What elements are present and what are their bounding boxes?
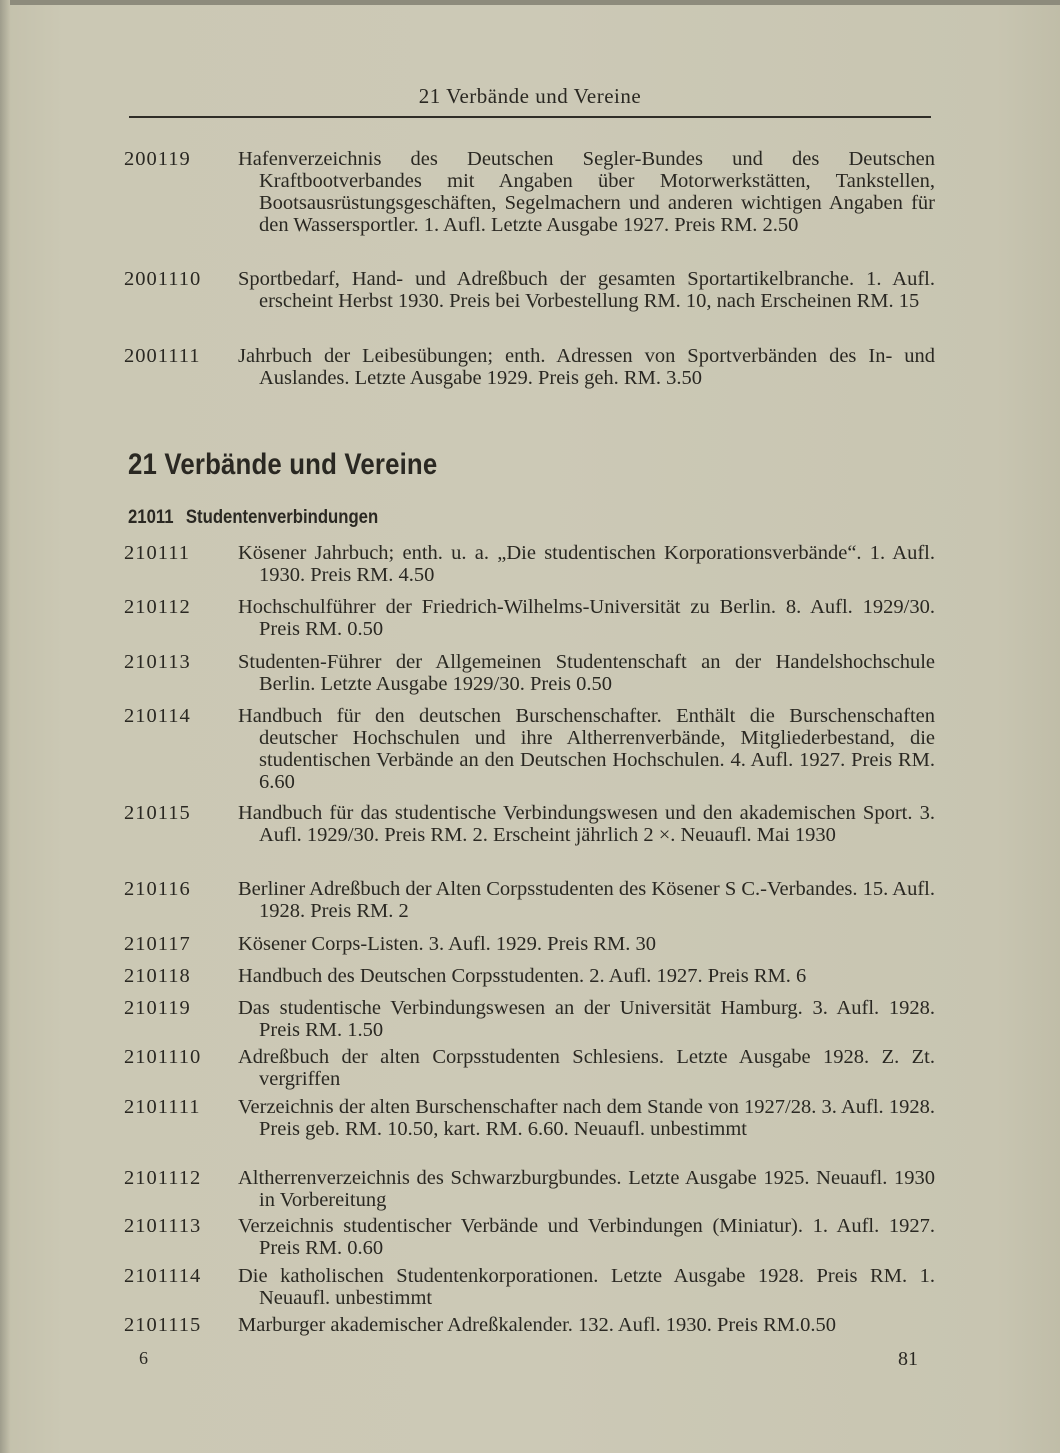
entry-text: Kösener Jahrbuch; enth. u. a. „Die studentischen Korporationsverbände“. 1. Aufl. 1930. Preis RM. 4.50 [238, 542, 935, 586]
entry-text: Handbuch des Deutschen Corpsstudenten. 2. Aufl. 1927. Preis RM. 6 [238, 965, 807, 987]
entry-number: 210116 [124, 878, 191, 900]
entry-number: 210117 [124, 933, 191, 955]
entry-number: 210118 [124, 965, 191, 987]
entry-number: 2101110 [124, 1046, 202, 1068]
entry-number: 210112 [124, 596, 191, 618]
entry [120, 651, 935, 695]
entry [120, 1046, 935, 1090]
entry-number: 200119 [124, 148, 191, 170]
header-rule [129, 116, 931, 118]
entry-number: 2001110 [124, 268, 202, 290]
entry [120, 933, 935, 955]
entry-text: Berliner Adreßbuch der Alten Corpsstudenten des Kösener S C.-Verbandes. 15. Aufl. 1928. Preis RM. 2 [238, 878, 935, 922]
signature-mark: 6 [139, 1348, 148, 1368]
page-top-edge [0, 0, 1060, 5]
entry [120, 345, 935, 389]
entry-text: Verzeichnis studentischer Verbände und Verbindungen (Miniatur). 1. Aufl. 1927. Preis RM. 0.60 [238, 1215, 935, 1259]
entry [120, 1167, 935, 1211]
subsection-title: Studentenverbindungen [185, 507, 379, 528]
entry [120, 542, 935, 586]
entry-text: Jahrbuch der Leibesübungen; enth. Adressen von Sportverbänden des In- und Auslandes. Letzte Ausgabe 1929. Preis geh. RM. 3.50 [238, 345, 935, 389]
entry [120, 878, 935, 922]
entry [120, 1265, 935, 1309]
entry [120, 705, 935, 793]
subsection-heading [128, 507, 378, 529]
entry [120, 148, 935, 236]
entry-number: 2001111 [124, 345, 201, 367]
entry-text: Sportbedarf, Hand- und Adreßbuch der gesamten Sportartikelbranche. 1. Aufl. erscheint Herbst 1930. Preis bei Vorbestellung RM. 10, nach Erscheinen RM. 15 [238, 268, 935, 312]
entry [120, 1096, 935, 1140]
entry [120, 1215, 935, 1259]
entry-text: Hafenverzeichnis des Deutschen Segler-Bundes und des Deutschen Kraftbootverbandes mit Angaben über Motorwerkstätten, Tankstellen, Bootsausrüstungsgeschäften, Segelmachern und anderen wichtigen Angaben für den Wassersportler. 1. Aufl. Letzte Ausgabe 1927. Preis RM. 2.50 [238, 148, 935, 236]
entry-text: Studenten-Führer der Allgemeinen Studentenschaft an der Handelshochschule Berlin. Letzte Ausgabe 1929/30. Preis 0.50 [238, 651, 935, 695]
entry-text: Die katholischen Studentenkorporationen. Letzte Ausgabe 1928. Preis RM. 1. Neuaufl. unbestimmt [238, 1265, 935, 1309]
page-number: 81 [898, 1348, 918, 1370]
subsection-code: 21011 [128, 507, 174, 528]
entry-text: Das studentische Verbindungswesen an der Universität Hamburg. 3. Aufl. 1928. Preis RM. 1.50 [238, 997, 935, 1041]
entry-number: 210115 [124, 802, 191, 824]
section-title: 21 Verbände und Vereine [128, 448, 438, 481]
entry-text: Altherrenverzeichnis des Schwarzburgbundes. Letzte Ausgabe 1925. Neuaufl. 1930 in Vorbereitung [238, 1167, 935, 1211]
entry-number: 210113 [124, 651, 191, 673]
entry-number: 2101111 [124, 1096, 201, 1118]
entry [120, 965, 935, 987]
entry [120, 802, 935, 846]
entry-text: Handbuch für das studentische Verbindungswesen und den akademischen Sport. 3. Aufl. 1929/30. Preis RM. 2. Erscheint jährlich 2 ×. Neuaufl. Mai 1930 [238, 802, 935, 846]
page-left-edge [0, 0, 10, 1453]
entry-text: Verzeichnis der alten Burschenschafter nach dem Stande von 1927/28. 3. Aufl. 1928. Preis geb. RM. 10.50, kart. RM. 6.60. Neuaufl. unbestimmt [238, 1096, 935, 1140]
entry [120, 596, 935, 640]
entry-text: Kösener Corps-Listen. 3. Aufl. 1929. Preis RM. 30 [238, 933, 656, 955]
entry-number: 210111 [124, 542, 190, 564]
entry-number: 2101115 [124, 1314, 202, 1336]
entry-text: Hochschulführer der Friedrich-Wilhelms-Universität zu Berlin. 8. Aufl. 1929/30. Preis RM. 0.50 [238, 596, 935, 640]
entry [120, 997, 935, 1041]
entry-text: Marburger akademischer Adreßkalender. 132. Aufl. 1930. Preis RM.0.50 [238, 1314, 836, 1336]
entry-number: 210119 [124, 997, 191, 1019]
running-head: 21 Verbände und Vereine [418, 84, 642, 108]
entry-text: Adreßbuch der alten Corpsstudenten Schlesiens. Letzte Ausgabe 1928. Z. Zt. vergriffen [238, 1046, 935, 1090]
entry-number: 2101113 [124, 1215, 202, 1237]
entry-text: Handbuch für den deutschen Burschenschafter. Enthält die Burschenschaften deutscher Hochschulen und ihre Altherrenverbände, Mitgliederbestand, die studentischen Verbände an den Deutschen Hochschulen. 4. Aufl. 1927. Preis RM. 6.60 [238, 705, 935, 793]
entry [120, 1314, 935, 1336]
entry-number: 2101114 [124, 1265, 202, 1287]
entry [120, 268, 935, 312]
entry-number: 2101112 [124, 1167, 202, 1189]
entry-number: 210114 [124, 705, 191, 727]
